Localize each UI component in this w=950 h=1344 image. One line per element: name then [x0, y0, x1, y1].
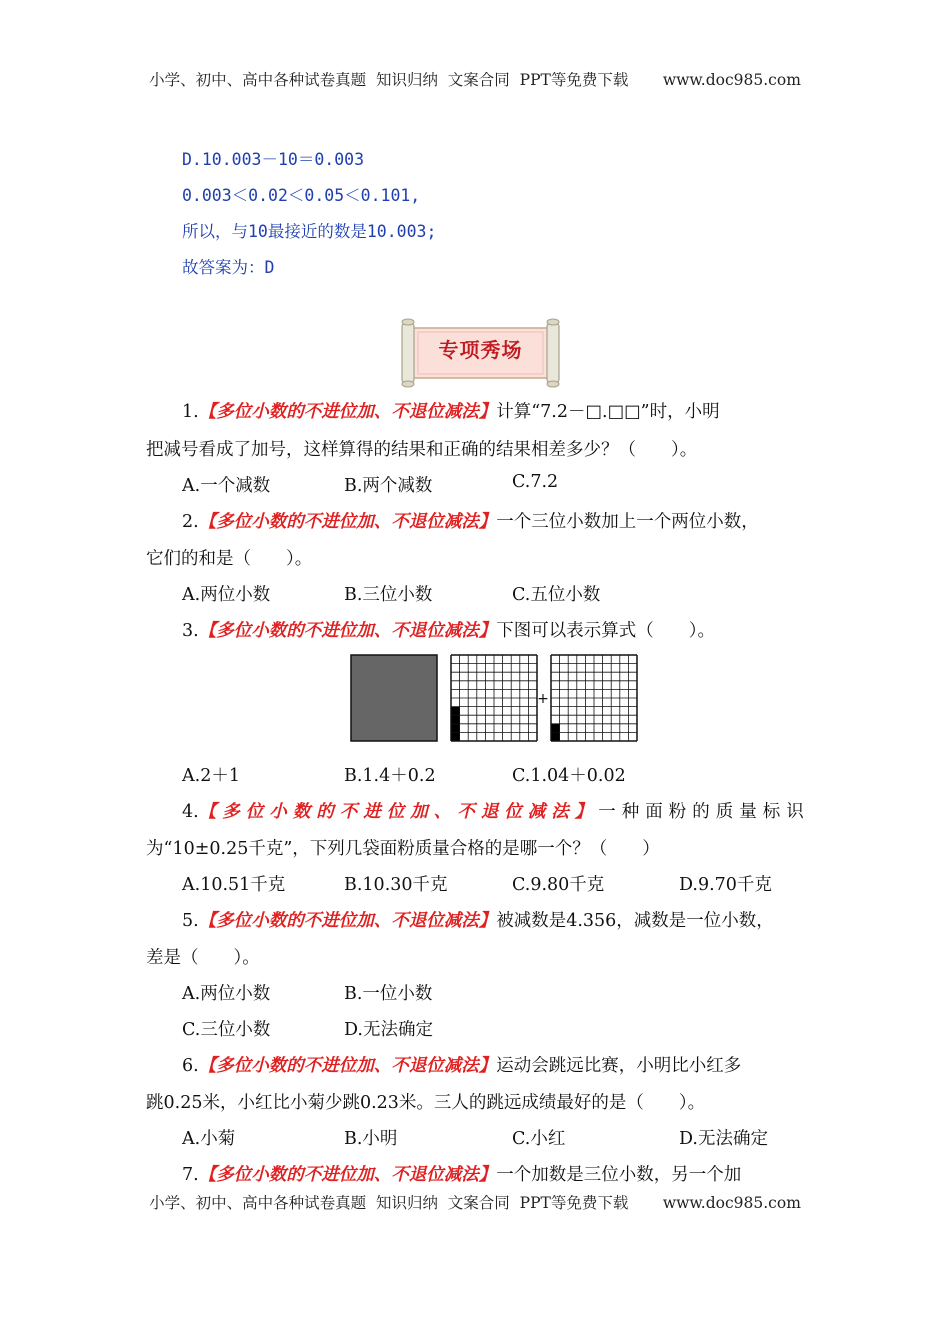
filled-cell — [451, 724, 460, 733]
question-3 — [182, 617, 715, 642]
q2-option-b: B.三位小数 — [344, 585, 433, 605]
answer-line-1: D.10.003－10＝0.003 — [182, 150, 365, 169]
q3-option-a: A.2＋1 — [182, 766, 240, 786]
question-number: 1. — [182, 402, 199, 422]
question-1-continued: 把减号看成了加号，这样算得的结果和正确的结果相差多少？（ ）。 — [146, 440, 698, 460]
q5-option-a: A.两位小数 — [182, 984, 271, 1004]
question-text: 一种面粉的质量标识 — [598, 802, 810, 822]
q1-option-a: A.一个减数 — [182, 476, 271, 496]
question-tag: 【多位小数的不进位加、不退位减法】 — [198, 802, 599, 822]
plus-sign: + — [537, 691, 549, 707]
q6-option-a: A.小菊 — [182, 1129, 236, 1149]
question-text: 计算“7.2－□.□□”时，小明 — [496, 402, 720, 422]
q3-option-b: B.1.4＋0.2 — [344, 766, 436, 786]
question-7 — [182, 1161, 741, 1186]
question-5-continued: 差是（ ）。 — [146, 948, 260, 968]
question-number: 2. — [182, 512, 199, 532]
q1-option-b: B.两个减数 — [344, 476, 433, 496]
question-3-figure — [350, 654, 640, 748]
question-number: 6. — [182, 1056, 199, 1076]
question-text: 一个三位小数加上一个两位小数， — [496, 512, 759, 532]
filled-cell — [551, 732, 560, 741]
answer-line-4: 故答案为：D — [182, 258, 275, 277]
question-text: 一个加数是三位小数，另一个加 — [496, 1165, 742, 1185]
filled-cell — [451, 707, 460, 716]
question-tag: 【多位小数的不进位加、不退位减法】 — [198, 512, 497, 532]
question-text: 下图可以表示算式（ ）。 — [496, 621, 715, 641]
hundred-grid-2 — [551, 655, 637, 741]
question-number: 4. — [182, 802, 199, 822]
question-text: 被减数是4.356，减数是一位小数， — [496, 911, 774, 931]
question-number: 5. — [182, 911, 199, 931]
question-tag: 【多位小数的不进位加、不退位减法】 — [198, 1056, 497, 1076]
q5-option-c: C.三位小数 — [182, 1020, 271, 1040]
question-4-continued: 为“10±0.25千克”，下列几袋面粉质量合格的是哪一个？（ ） — [146, 839, 660, 859]
question-tag: 【多位小数的不进位加、不退位减法】 — [198, 911, 497, 931]
q3-option-c: C.1.04＋0.02 — [512, 766, 626, 786]
q4-option-b: B.10.30千克 — [344, 875, 448, 895]
question-text: 运动会跳远比赛，小明比小红多 — [496, 1056, 742, 1076]
question-1 — [182, 398, 720, 423]
question-tag: 【多位小数的不进位加、不退位减法】 — [198, 1165, 497, 1185]
q4-option-a: A.10.51千克 — [182, 875, 286, 895]
question-6-continued: 跳0.25米，小红比小菊少跳0.23米。三人的跳远成绩最好的是（ ）。 — [146, 1093, 706, 1113]
answer-line-2: 0.003＜0.02＜0.05＜0.101, — [182, 186, 421, 205]
q4-option-c: C.9.80千克 — [512, 875, 605, 895]
section-banner — [398, 318, 563, 390]
hundred-grid-1 — [451, 655, 537, 741]
question-number: 3. — [182, 621, 199, 641]
question-number: 7. — [182, 1165, 199, 1185]
whole-square — [351, 655, 437, 741]
q6-option-b: B.小明 — [344, 1129, 398, 1149]
q4-option-d: D.9.70千克 — [679, 875, 772, 895]
section-title: 专项秀场 — [438, 338, 523, 362]
question-2-continued: 它们的和是（ ）。 — [146, 549, 313, 569]
q6-option-c: C.小红 — [512, 1129, 566, 1149]
grid-figure — [350, 654, 640, 744]
filled-cell — [451, 715, 460, 724]
q2-option-a: A.两位小数 — [182, 585, 271, 605]
question-6 — [182, 1052, 741, 1077]
q5-option-d: D.无法确定 — [344, 1020, 433, 1040]
answer-line-3: 所以，与10最接近的数是10.003; — [182, 222, 437, 241]
question-tag: 【多位小数的不进位加、不退位减法】 — [198, 621, 497, 641]
question-tag: 【多位小数的不进位加、不退位减法】 — [198, 402, 497, 422]
question-2 — [182, 508, 759, 533]
filled-cell — [551, 724, 560, 733]
q1-option-c: C.7.2 — [512, 472, 559, 492]
q2-option-c: C.五位小数 — [512, 585, 601, 605]
q5-option-b: B.一位小数 — [344, 984, 433, 1004]
q6-option-d: D.无法确定 — [679, 1129, 768, 1149]
filled-cell — [451, 732, 460, 741]
question-5 — [182, 907, 774, 932]
page-footer: 小学、初中、高中各种试卷真题 知识归纳 文案合同 PPT等免费下载 www.doc985.com — [149, 1194, 801, 1212]
question-4 — [182, 798, 810, 823]
page-header: 小学、初中、高中各种试卷真题 知识归纳 文案合同 PPT等免费下载 www.doc985.com — [149, 71, 801, 89]
